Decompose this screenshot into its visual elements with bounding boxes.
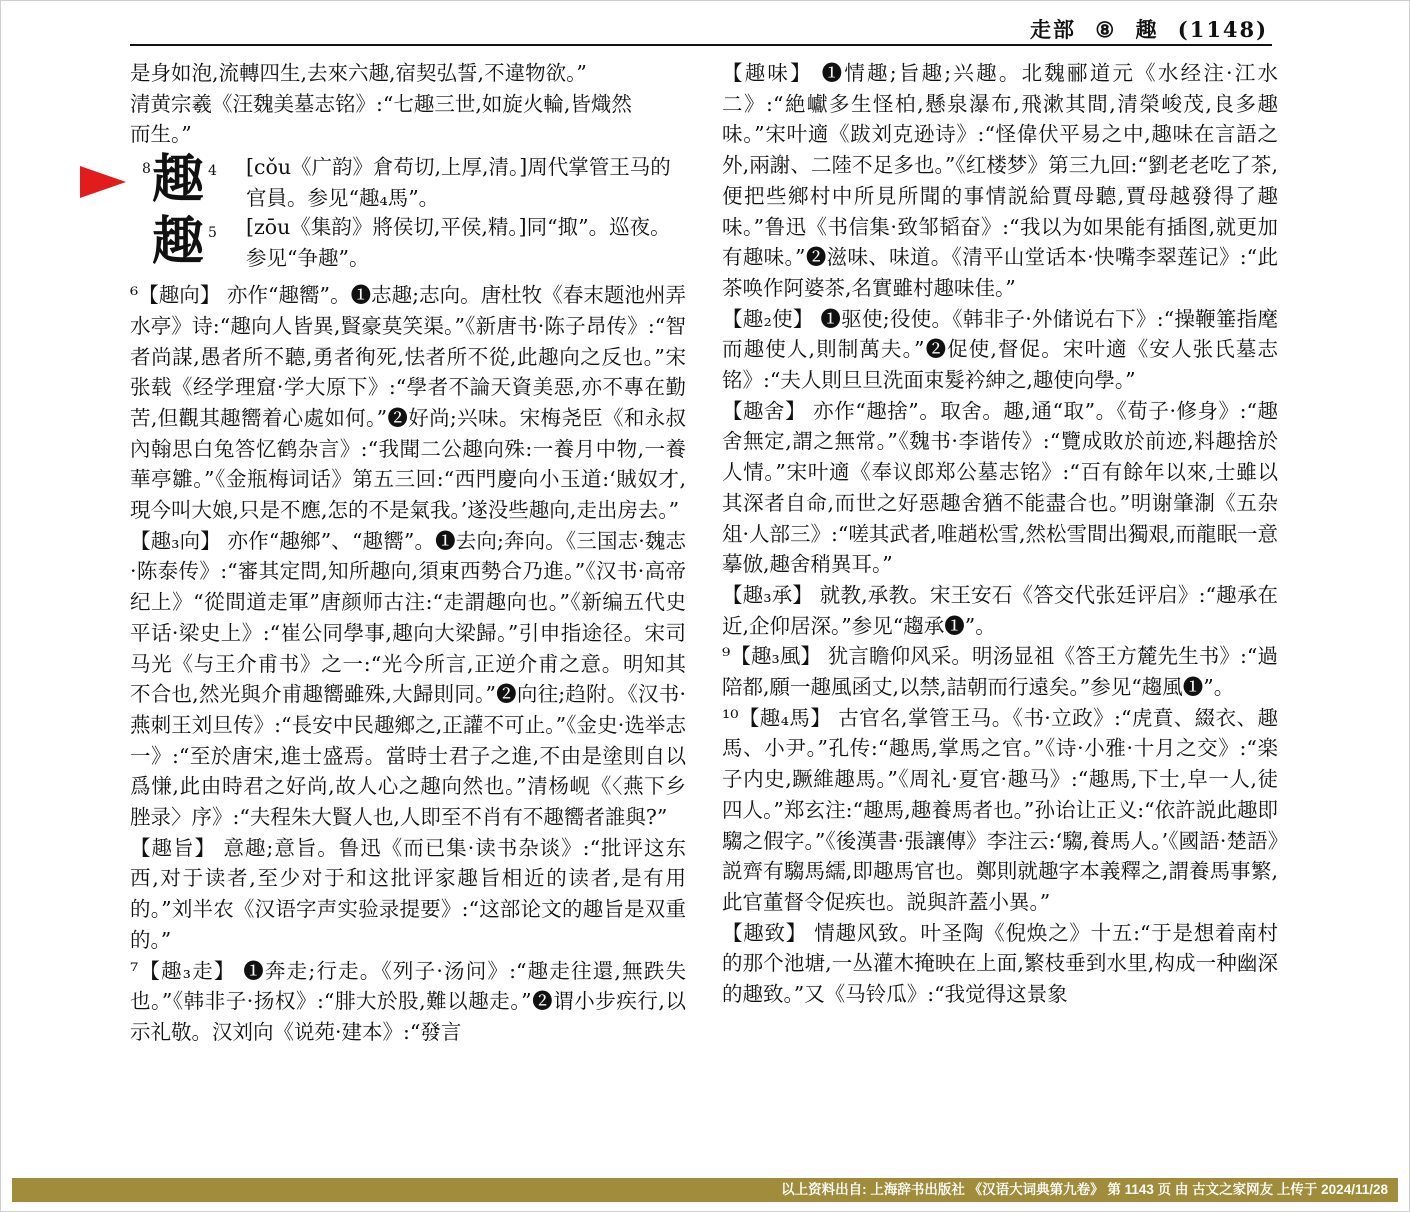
running-head: [1030, 14, 1278, 44]
header-rule: [130, 44, 1272, 46]
entry-paragraph: 【趣旨】 意趣;意旨。鲁迅《而已集·读书杂谈》:“批评这东西,对于读者,至少对于和这批评家趣旨相近的读者,是有用的。”刘半农《汉语字声实验录提要》:“这部论文的趣旨是双重的。”: [130, 835, 686, 952]
head-char: 趣: [1135, 17, 1159, 42]
text-line: 清黄宗羲《汪魏美墓志铭》:“七趣三世,如旋火輪,皆熾然: [130, 91, 632, 116]
entry-paragraph: ⁶【趣向】 亦作“趣嚮”。❶志趣;志向。唐杜牧《春末题池州弄水亭》诗:“趣向人皆異,賢豪莫笑渠。”《新唐书·陈子昂传》:“智者尚謀,愚者所不聽,勇者徇死,怯者所不從,此趣向之反也。”宋张载《经学理窟·学大原下》:“學者不論天資美惡,亦不專在勤苦,但觀其趣嚮着心處如何。”❷好尚;兴味。宋梅尧臣《和永叔內翰思白兔答忆鹤杂言》:“我聞二公趣向殊:一養月中物,一養華亭雛。”《金瓶梅词话》第五三回:“西門慶向小玉道:‘賊奴才,現今叫大娘,只是不應,怎的不是氣我。’遂没些趣向,走出房去。”: [130, 283, 686, 523]
entry-paragraph: ⁹【趣₃風】 犹言瞻仰风采。明汤显祖《答王方麓先生书》:“過陪都,願一趣風函丈,以禁,詰朝而行遠矣。”参见“趨風❶”。: [722, 644, 1278, 700]
head-entry: [130, 149, 686, 280]
pronunciation: [cǒu《广韵》倉苟切,上厚,清。]周代掌管王马的官員。参见“趣₄馬”。: [246, 155, 671, 210]
text-line: 是身如泡,流轉四生,去來六趣,宿契弘誓,不違物欲。”: [130, 61, 587, 85]
entry-paragraph: 【趣味】 ❶情趣;旨趣;兴趣。北魏郦道元《水经注·江水二》:“絶巘多生怪柏,懸泉瀑布,飛漱其間,清榮峻茂,良多趣味。”宋叶適《跋刘克逊诗》:“怪偉伏平易之中,趣味在言語之外,兩謝、二陸不足多也。”《红楼梦》第三九回:“劉老老吃了茶,便把些鄉村中所見所聞的事情説給賈母聽,賈母越發得了趣味。”鲁迅《书信集·致邹韬奋》:“我以为如果能有插图,就更加有趣味。”❷滋味、味道。《清平山堂话本·快嘴李翠莲记》:“此茶唤作阿婆茶,名實雖村趣味佳。”: [722, 61, 1278, 300]
pronunciation: [zōu《集韵》將侯切,平侯,精。]同“掫”。巡夜。参见“争趣”。: [246, 215, 671, 270]
left-column: [130, 58, 686, 1048]
section-name: 走部: [1030, 17, 1076, 42]
entry-paragraph: ⁷【趣₃走】 ❶奔走;行走。《列子·汤问》:“趣走往還,無跌失也。”《韩非子·扬权》:“腓大於股,難以趣走。”❷谓小步疾行,以示礼敬。汉刘向《说苑·建本》:“發言: [130, 958, 686, 1044]
page-number: (1148): [1177, 17, 1269, 42]
entry-number: 8: [142, 161, 151, 178]
stroke-count: ⑧: [1095, 17, 1117, 42]
entry-paragraph: 【趣₃承】 就教,承教。宋王安石《答交代张廷评启》:“趣承在近,企仰居深。”参见“趨承❶”。: [722, 582, 1278, 638]
right-column: [722, 58, 1278, 1010]
entry-paragraph: 【趣₂使】 ❶驱使;役使。《韩非子·外储说右下》:“操鞭箠指麾而趣使人,則制萬夫。”❷促使,督促。宋叶適《安人张氏墓志铭》:“夫人則旦旦洗面束髮衿紳之,趣使向學。”: [722, 306, 1278, 393]
entry-paragraph: 【趣₃向】 亦作“趣鄉”、“趣嚮”。❶去向;奔向。《三国志·魏志·陈泰传》:“審其定問,知所趣向,須東西勢合乃進。”《汉书·高帝纪上》“從間道走軍”唐颜师古注:“走謂趣向也。”《新编五代史平话·梁史上》:“崔公同學事,趣向大梁歸。”引申指途径。宋司马光《与王介甫书》之一:“光今所言,正逆介甫之意。明知其不合也,然光與介甫趣嚮雖殊,大歸則同。”❷向往;趋附。《汉书·燕刺王刘旦传》:“長安中民趣鄉之,正讙不可止。”《金史·选举志一》:“至於唐宋,進士盛焉。當時士君子之進,不由是塗則自以爲慊,此由時君之好尚,故人心之趣向然也。”清杨岘《〈燕下乡脞录〉序》:“夫程朱大賢人也,人即至不肖有不趣嚮者誰與?”: [130, 528, 686, 830]
sense-number: 5: [208, 225, 217, 242]
pointer-arrow-icon: [80, 166, 126, 198]
text-line: 而生。”: [130, 122, 192, 147]
entry-paragraph: 【趣舍】 亦作“趣捨”。取舍。趣,通“取”。《荀子·修身》:“趣舍無定,謂之無常。”《魏书·李谐传》:“覽成敗於前迹,料趣捨於人情。”宋叶適《奉议郎郑公墓志铭》:“百有餘年以來,士雖以其深者自命,而世之好惡趣舍猶不能盡合也。”明谢肇淛《五杂俎·人部三》:“嗟其武者,唯趙松雪,然松雪間出獨艰,而龍眠一意摹倣,趣舍稍異耳。”: [722, 398, 1278, 577]
entry-paragraph: ¹⁰【趣₄馬】 古官名,掌管王马。《书·立政》:“虎賁、綴衣、趣馬、小尹。”孔传:“趣馬,掌馬之官。”《诗·小雅·十月之交》:“楽子内史,蹶維趣馬。”《周礼·夏官·趣马》:“趣馬,下士,皁一人,徒四人。”郑玄注:“趣馬,趣養馬者也。”孙诒让正义:“依許説此趣即騶之假字。”《後漢書·張讓傳》李注云:‘騶,養馬人。’《國語·楚語》説齊有騶馬繻,即趣馬官也。鄭則就趣字本義釋之,謂養馬事繁,此官董督令促疾也。説與許蓋小異。”: [722, 705, 1278, 914]
head-character: 趣: [152, 149, 205, 211]
head-character: 趣: [152, 211, 205, 273]
sense-number: 4: [208, 163, 217, 180]
source-footer: 以上资料出自: 上海辞书出版社 《汉语大词典第九卷》 第 1143 页 由 古文之家网友 上传于 2024/11/28: [12, 1178, 1398, 1202]
entry-paragraph: 【趣致】 情趣风致。叶圣陶《倪焕之》十五:“于是想着南村的那个池塘,一丛灌木掩映在上面,繁枝垂到水里,构成一种幽深的趣致。”又《马铃瓜》:“我觉得这景象: [722, 920, 1278, 1007]
